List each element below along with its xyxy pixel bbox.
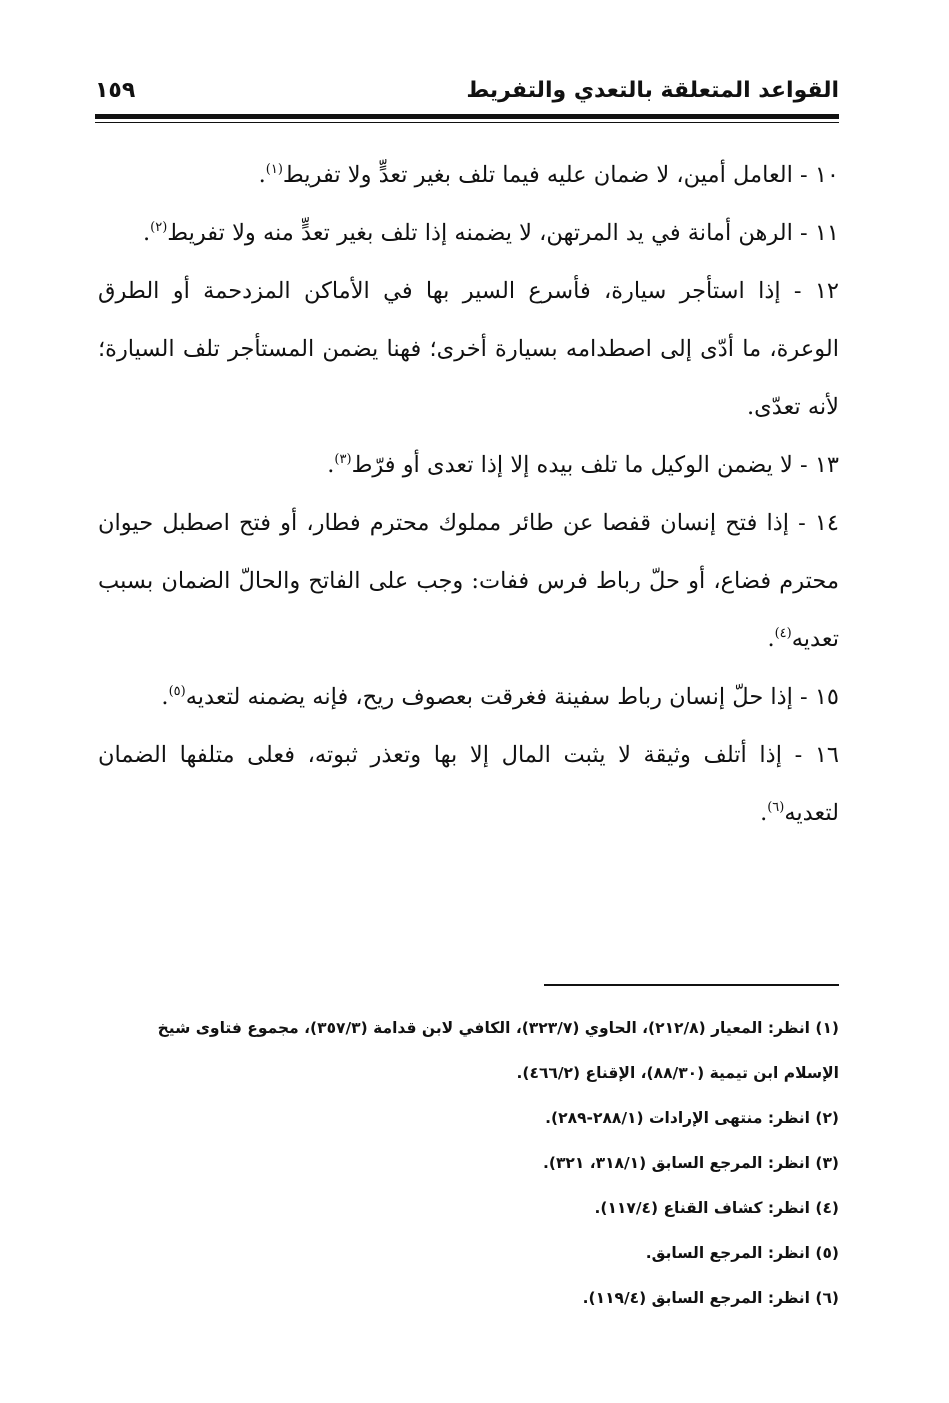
page-number: ١٥٩ <box>95 78 136 103</box>
footnote-separator <box>544 984 839 986</box>
rule-end: . <box>258 162 266 188</box>
rule-text: إذا حلّ إنسان رباط سفينة فغرقت بعصوف ريح، فإنه يضمنه لتعديه <box>185 684 793 710</box>
footnote: (٢) انظر: منتهى الإرادات (٢٨٨/١-٢٨٩). <box>545 1109 839 1127</box>
rule-end: . <box>142 220 151 246</box>
rule-item: ١١ - الرهن أمانة في يد المرتهن، لا يضمنه إذا تلف بغير تعدٍّ منه ولا تفريط$^{(٢)}$. <box>142 220 839 246</box>
rule-item: ١٠ - العامل أمين، لا ضمان عليه فيما تلف بغير تعدٍّ ولا تفريط$^{(١)}$. <box>258 162 839 188</box>
rule-text: إذا فتح إنسان قفصا عن طائر مملوك محترم فطار، أو فتح اصطبل حيوان محترم فضاع، أو حلّ رباط فرس ففات: وجب على الفاتح والحالّ الضمان بسبب تعديه <box>98 510 839 652</box>
rule-end: . <box>161 684 169 710</box>
footnote: (١) انظر: المعيار (٢١٢/٨)، الحاوي (٣٢٣/٧)، الكافي لابن قدامة (٣٥٧/٣)، مجموع فتاوى شيخ الإسلام ابن تيمية (٨٨/٣٠)، الإقناع (٤٦٦/٢). <box>157 1019 839 1082</box>
header-rule-thick <box>95 114 839 119</box>
rule-number: ١٢ <box>814 278 839 304</box>
footnote-ref: (٦) <box>767 800 785 815</box>
rule-item: ١٦ - إذا أتلف وثيقة لا يثبت المال إلا بها وتعذر ثبوته، فعلى متلفها الضمان لتعديه$^{(٦)}$. <box>98 742 839 826</box>
running-title: القواعد المتعلقة بالتعدي والتفريط <box>466 78 839 103</box>
rule-end: . <box>327 452 335 478</box>
page-header <box>95 72 839 112</box>
rule-text: إذا أتلف وثيقة لا يثبت المال إلا بها وتعذر ثبوته، فعلى متلفها الضمان لتعديه <box>98 742 839 826</box>
rule-item: ١٥ - إذا حلّ إنسان رباط سفينة فغرقت بعصوف ريح، فإنه يضمنه لتعديه$^{(٥)}$. <box>161 684 839 710</box>
rule-text: إذا استأجر سيارة، فأسرع السير بها في الأماكن المزدحمة أو الطرق الوعرة، ما أدّى إلى اصطدامه بسيارة أخرى؛ فهنا يضمن المستأجر تلف السيارة؛ لأنه تعدّى. <box>98 278 839 420</box>
rule-text: العامل أمين، لا ضمان عليه فيما تلف بغير تعدٍّ ولا تفريط <box>282 162 793 188</box>
rule-text: لا يضمن الوكيل ما تلف بيده إلا إذا تعدى أو فرّط <box>351 452 793 478</box>
footnote-ref: (٤) <box>774 626 792 641</box>
rule-number: ١٤ <box>814 510 839 536</box>
rule-number: ١٠ <box>814 162 839 188</box>
rule-item: ١٤ - إذا فتح إنسان قفصا عن طائر مملوك محترم فطار، أو فتح اصطبل حيوان محترم فضاع، أو حلّ رباط فرس ففات: وجب على الفاتح والحالّ الضمان بسبب تعديه$^{(٤)}$. <box>98 510 839 652</box>
footnote-ref: (١) <box>265 162 283 177</box>
rule-number: ١٣ <box>814 452 839 478</box>
rule-end: . <box>767 626 775 652</box>
rule-number: ١١ <box>814 220 839 246</box>
rule-item: ١٢ - إذا استأجر سيارة، فأسرع السير بها في الأماكن المزدحمة أو الطرق الوعرة، ما أدّى إلى اصطدامه بسيارة أخرى؛ فهنا يضمن المستأجر تلف السيارة؛ لأنه تعدّى. <box>98 278 839 420</box>
footnote: (٤) انظر: كشاف القناع (١١٧/٤). <box>594 1199 839 1217</box>
footnote: (٥) انظر: المرجع السابق. <box>645 1244 839 1262</box>
rule-number: ١٥ <box>814 684 839 710</box>
footnote-ref: (٥) <box>168 684 186 699</box>
header-rule-thin <box>95 122 839 123</box>
rule-end: . <box>760 800 768 826</box>
rules-list <box>98 146 839 842</box>
rule-item: ١٣ - لا يضمن الوكيل ما تلف بيده إلا إذا تعدى أو فرّط$^{(٣)}$. <box>327 452 839 478</box>
footnote: (٦) انظر: المرجع السابق (١١٩/٤). <box>582 1289 839 1307</box>
footnotes-list <box>98 1006 839 1321</box>
rule-text: الرهن أمانة في يد المرتهن، لا يضمنه إذا تلف بغير تعدٍّ منه ولا تفريط <box>167 220 793 246</box>
footnote-ref: (٢) <box>150 220 168 235</box>
footnote-ref: (٣) <box>334 452 352 467</box>
rule-number: ١٦ <box>814 742 839 768</box>
footnote: (٣) انظر: المرجع السابق (٣١٨/١، ٣٢١). <box>542 1154 839 1172</box>
